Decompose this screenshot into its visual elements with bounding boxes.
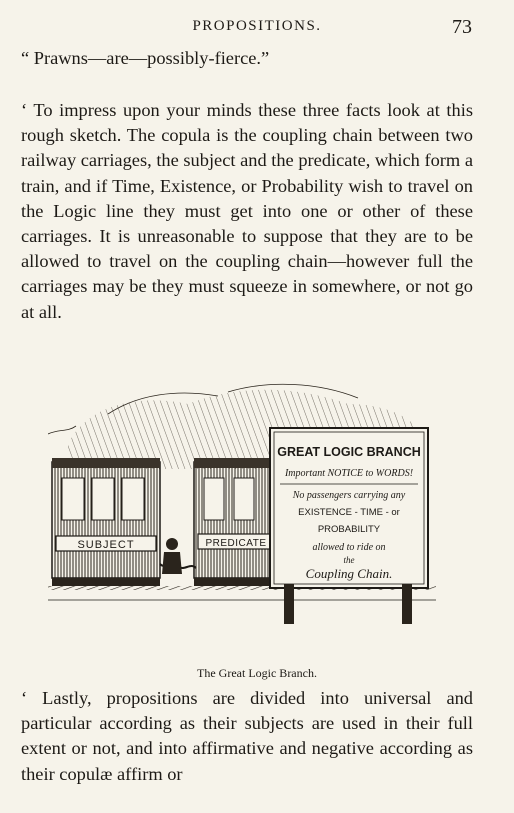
- lastly-paragraph: ‘ Lastly, propositions are divided into universal and particular according as their subjects are used in their full extent or not, and into affirmative and negative according as their copulæ affirm or: [21, 688, 473, 784]
- predicate-carriage: [194, 458, 276, 586]
- quote-paragraph: “ Prawns—are—possibly-fierce.”: [21, 48, 270, 68]
- sign-title: GREAT LOGIC BRANCH: [277, 445, 421, 459]
- sign-line-4: PROBABILITY: [317, 524, 381, 535]
- sign-line-3: EXISTENCE - TIME - or: [298, 507, 400, 518]
- sign-line-1: Important NOTICE to WORDS!: [284, 468, 414, 479]
- page-number: 73: [452, 16, 472, 38]
- sign-line-5: allowed to ride on: [312, 542, 386, 553]
- subject-carriage: [52, 458, 160, 586]
- sign-line-7: Coupling Chain.: [305, 566, 393, 581]
- figure-caption: The Great Logic Branch.: [197, 666, 317, 680]
- notice-board: [270, 428, 428, 624]
- sign-line-6: the: [343, 555, 355, 565]
- running-title: PROPOSITIONS.: [192, 18, 322, 34]
- sign-line-2: No passengers carrying any: [292, 490, 406, 501]
- sketch-paragraph: ‘ To impress upon your minds these three facts look at this rough sketch. The copula is the coupling chain between two railway carriages, the subject and the predicate, which form a train, and if Time, Existence, or Probability wish to travel on the Logic line they must get into one or other of these carriages. It is unreasonable to suppose that they are to be allowed to travel on the coupling chain—however full the carriages may be they must squeeze in somewhere, or not go at all.: [21, 100, 473, 322]
- logic-branch-illustration: [48, 374, 436, 632]
- coupling-chain: [160, 538, 196, 574]
- subject-label: SUBJECT: [77, 539, 135, 551]
- running-head: [0, 16, 514, 40]
- predicate-label: PREDICATE: [205, 538, 267, 549]
